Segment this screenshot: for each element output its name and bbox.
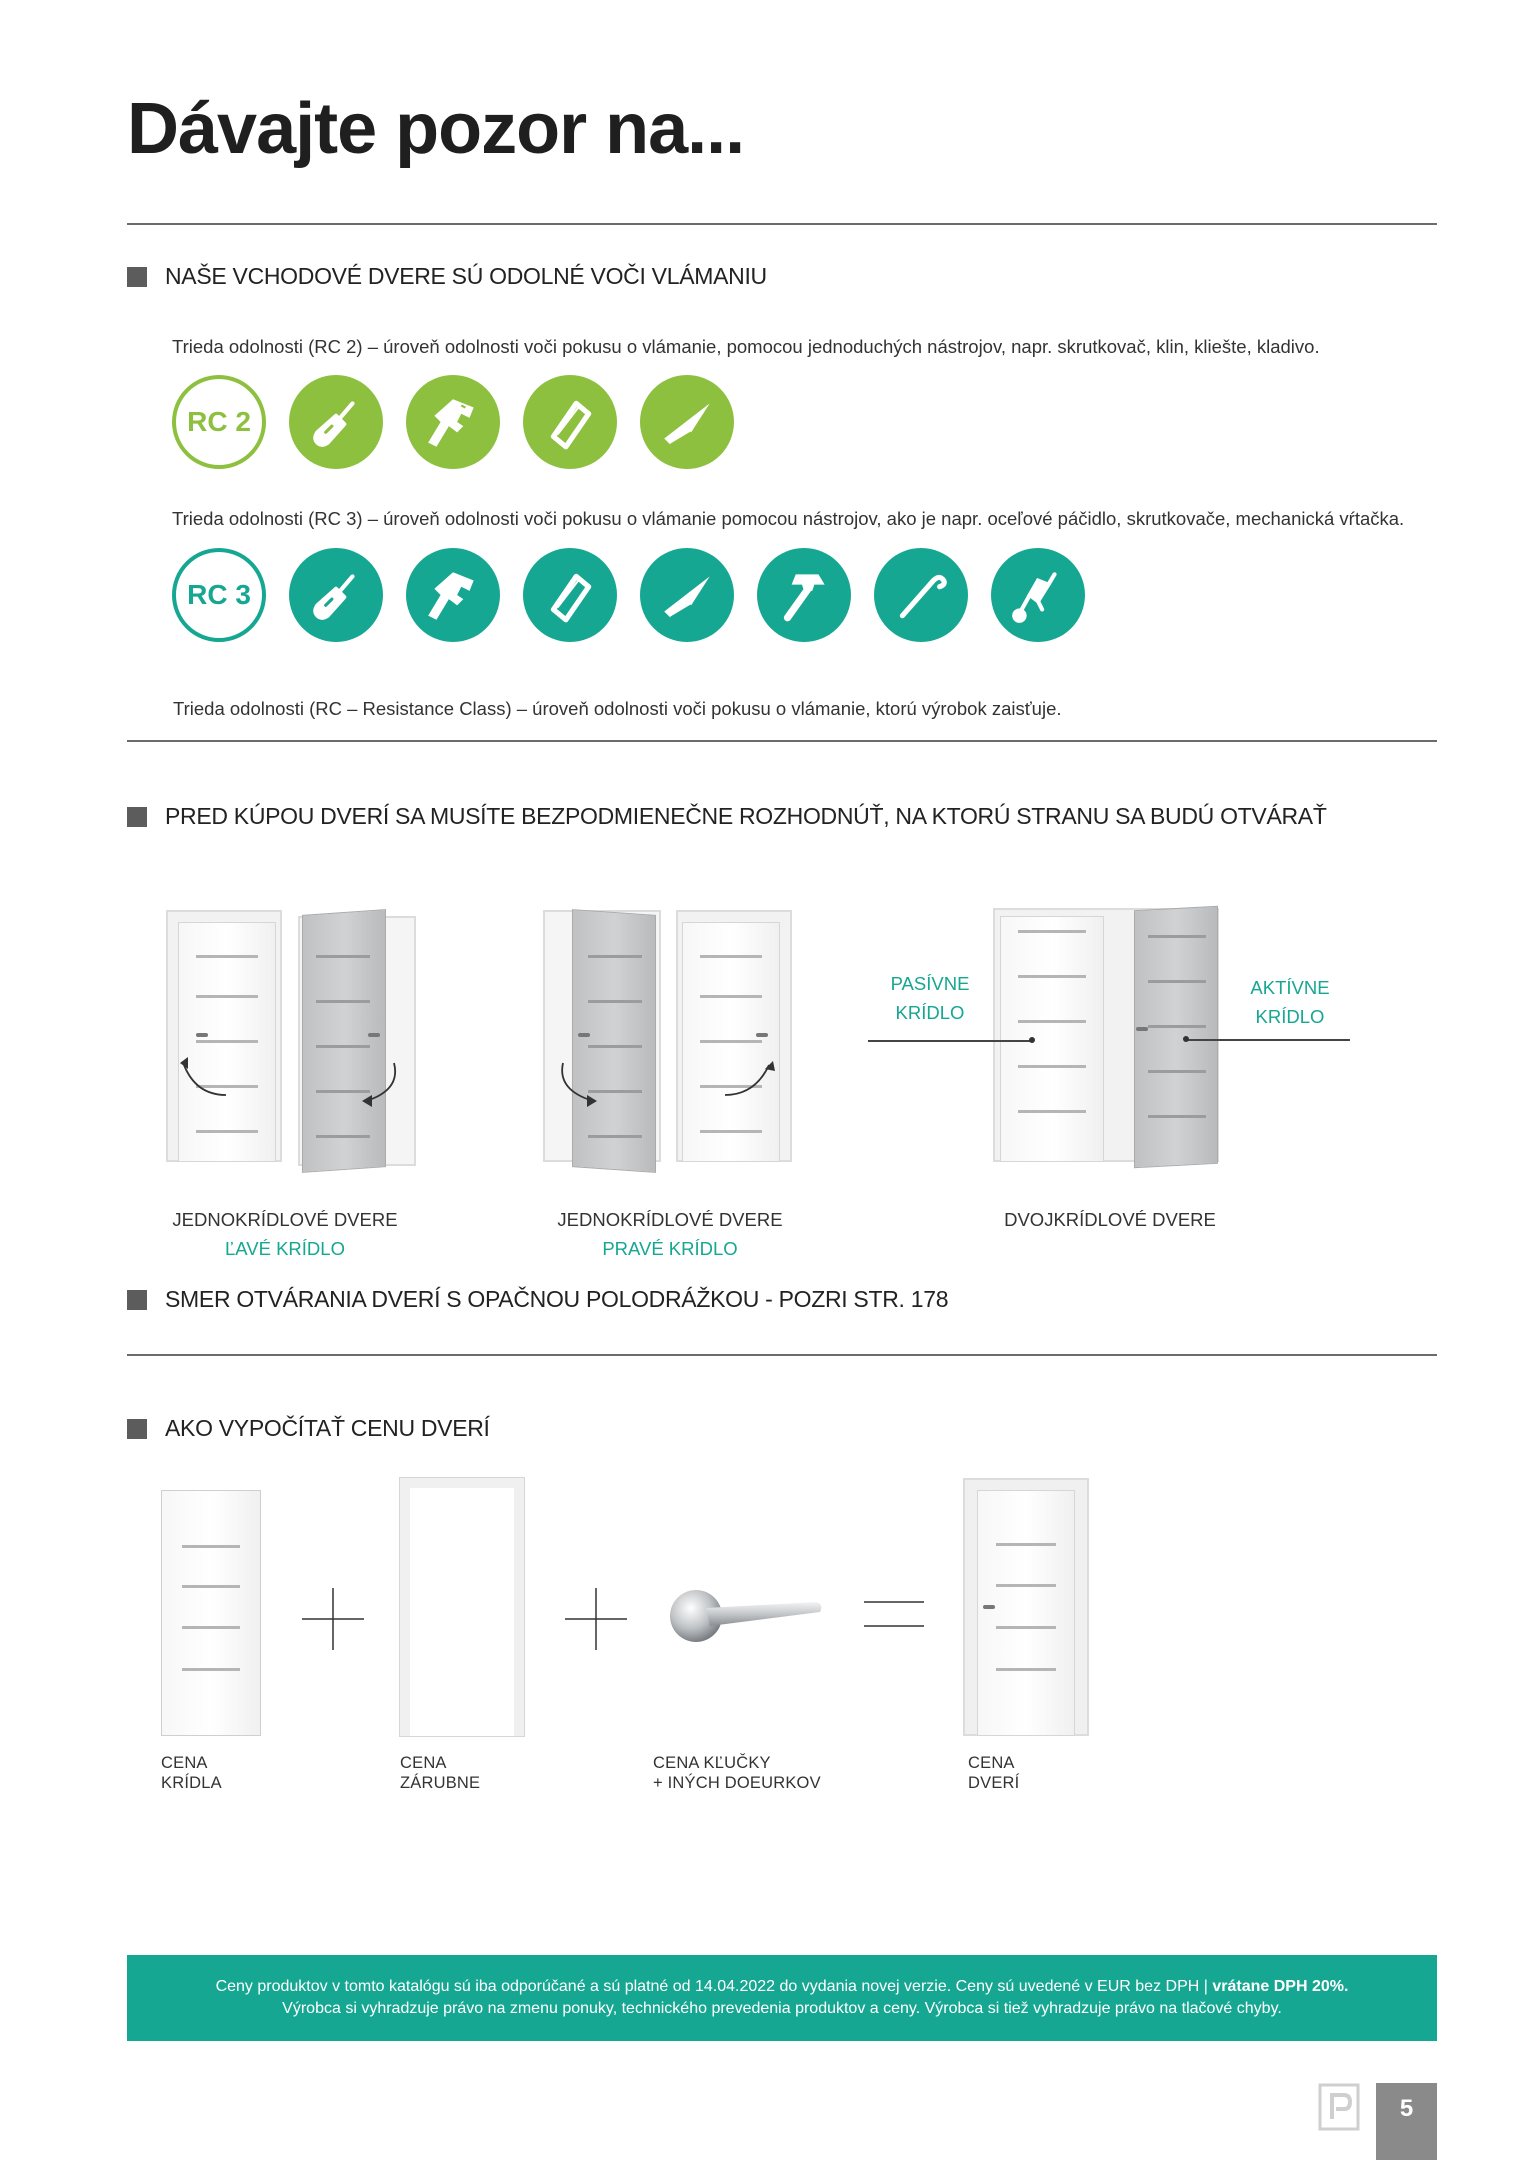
- square-bullet-icon: [127, 807, 147, 827]
- price-caption-leaf: CENA KRÍDLA: [161, 1754, 222, 1792]
- page-title: Dávajte pozor na...: [127, 89, 745, 169]
- divider: [127, 223, 1437, 225]
- rc2-description: Trieda odolnosti (RC 2) – úroveň odolnosti voči pokusu o vlámanie, pomocou jednoduchých nástrojov, napr. skrutkovač, klin, kliešte, kladivo.: [172, 336, 1320, 357]
- brand-logo-icon: [1318, 2083, 1360, 2131]
- page-number: 5: [1376, 2083, 1437, 2160]
- price-caption-door: CENA DVERÍ: [968, 1754, 1020, 1792]
- wedge-icon: [640, 375, 734, 469]
- left-door-caption: JEDNOKRÍDLOVÉ DVERE ĽAVÉ KRÍDLO: [172, 1209, 398, 1259]
- price-caption-handle: CENA KĽUČKY + INÝCH DOEURKOV: [653, 1754, 821, 1792]
- square-bullet-icon: [127, 1290, 147, 1310]
- rc3-description: Trieda odolnosti (RC 3) – úroveň odolnosti voči pokusu o vlámanie pomocou nástrojov, ako je napr. oceľové páčidlo, skrutkovače, mechanická vŕtačka.: [172, 508, 1405, 529]
- divider: [127, 740, 1437, 742]
- section-heading-opposite-rebate: SMER OTVÁRANIA DVERÍ S OPAČNOU POLODRÁŽKOU - POZRI STR. 178: [127, 1286, 948, 1313]
- passive-leader-line: [868, 1040, 1032, 1042]
- wedge-icon: [640, 548, 734, 642]
- crowbar-icon: [874, 548, 968, 642]
- square-bullet-icon: [127, 267, 147, 287]
- rc3-badge: RC 3: [172, 548, 266, 642]
- passive-leaf-label: PASÍVNE KRÍDLO: [890, 973, 970, 1023]
- section-heading-burglary: NAŠE VCHODOVÉ DVERE SÚ ODOLNÉ VOČI VLÁMANIU: [127, 263, 767, 290]
- screwdriver-icon: [289, 375, 383, 469]
- pipe-wrench-icon: [406, 375, 500, 469]
- right-door-caption: JEDNOKRÍDLOVÉ DVERE PRAVÉ KRÍDLO: [557, 1209, 783, 1259]
- price-disclaimer-band: Ceny produktov v tomto katalógu sú iba odporúčané a sú platné od 14.04.2022 do vydania novej verzie. Ceny sú uvedené v EUR bez DPH | vrátane DPH 20%. Výrobca si vyhradzuje právo na zmenu ponuky, technického prevedenia produktov a ceny. Výrobca si tiež vyhradzuje právo na tlačové chyby.: [127, 1955, 1437, 2041]
- rc3-icon-row: [172, 548, 1085, 642]
- hacksaw-icon: [523, 375, 617, 469]
- rc2-icon-row: [172, 375, 734, 469]
- rc-note: Trieda odolnosti (RC – Resistance Class) – úroveň odolnosti voči pokusu o vlámanie, ktorú výrobok zaisťuje.: [173, 698, 1062, 719]
- plus-icon: [300, 1586, 366, 1652]
- active-leaf-label: AKTÍVNE KRÍDLO: [1250, 977, 1330, 1027]
- section-heading-price: AKO VYPOČÍTAŤ CENU DVERÍ: [127, 1415, 490, 1442]
- hammer-icon: [757, 548, 851, 642]
- hacksaw-icon: [523, 548, 617, 642]
- door-handle-image: [666, 1586, 826, 1646]
- section-heading-opening-side: PRED KÚPOU DVERÍ SA MUSÍTE BEZPODMIENEČNE ROZHODNÚŤ, NA KTORÚ STRANU SA BUDÚ OTVÁRAŤ: [127, 803, 1327, 830]
- hand-drill-icon: [991, 548, 1085, 642]
- plus-icon: [563, 1586, 629, 1652]
- double-door-caption: DVOJKRÍDLOVÉ DVERE: [1004, 1209, 1216, 1230]
- price-caption-frame: CENA ZÁRUBNE: [400, 1754, 481, 1792]
- divider: [127, 1354, 1437, 1356]
- square-bullet-icon: [127, 1419, 147, 1439]
- equals-icon: [862, 1596, 926, 1632]
- screwdriver-icon: [289, 548, 383, 642]
- passive-leader-dot: [1029, 1037, 1035, 1043]
- pipe-wrench-icon: [406, 548, 500, 642]
- rc2-badge: RC 2: [172, 375, 266, 469]
- active-leader-line: [1186, 1039, 1350, 1041]
- active-leader-dot: [1183, 1036, 1189, 1042]
